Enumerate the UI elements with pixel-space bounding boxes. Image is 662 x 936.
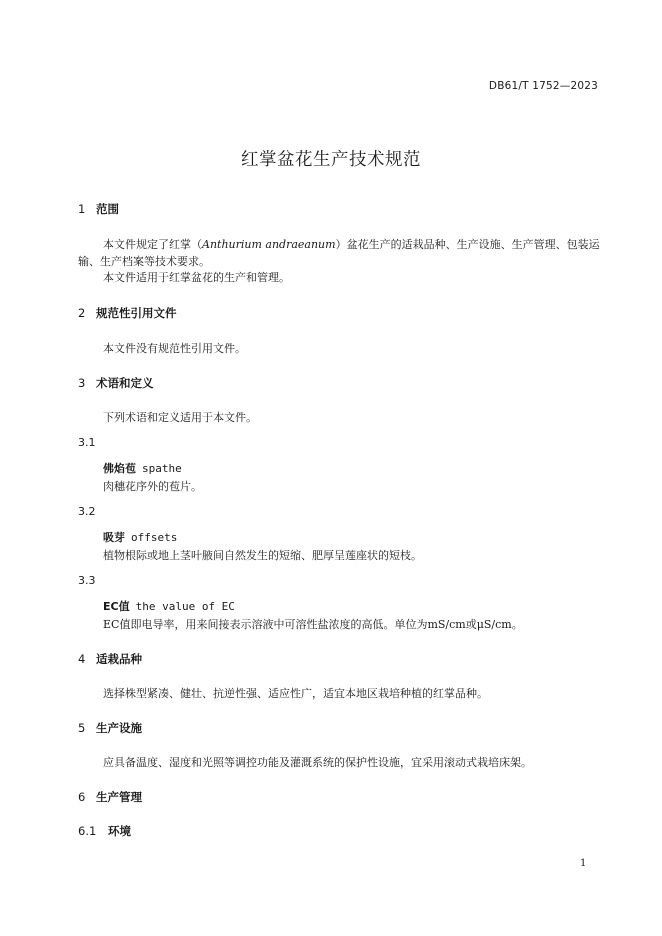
section-number: 6 bbox=[78, 790, 86, 804]
subsection-6-1-heading bbox=[78, 823, 131, 839]
latin-name: Anthurium andraeanum bbox=[202, 238, 336, 251]
term-chinese: 吸芽 bbox=[103, 531, 125, 544]
section-1-paragraph-1-continued: 输、生产档案等技术要求。 bbox=[78, 255, 210, 268]
section-3-paragraph-1: 下列术语和定义适用于本文件。 bbox=[103, 411, 257, 424]
section-6-heading bbox=[78, 789, 142, 805]
section-5-paragraph-1: 应具备温度、湿度和光照等调控功能及灌溉系统的保护性设施，宜采用滚动式栽培床架。 bbox=[103, 756, 532, 769]
section-title: 生产管理 bbox=[96, 790, 142, 804]
term-3-2-entry bbox=[103, 529, 177, 545]
text-run: ）盆花生产的适栽品种、生产设施、生产管理、包装运 bbox=[335, 238, 600, 251]
section-title: 术语和定义 bbox=[96, 376, 154, 390]
section-number: 1 bbox=[78, 202, 86, 216]
term-3-1-entry bbox=[103, 460, 182, 476]
subsection-title: 环境 bbox=[108, 824, 131, 838]
term-3-3-definition: EC值即电导率，用来间接表示溶液中可溶性盐浓度的高低。单位为mS/cm或μS/cm。 bbox=[103, 618, 523, 631]
term-3-1-definition: 肉穗花序外的苞片。 bbox=[103, 480, 202, 493]
term-chinese: EC值 bbox=[103, 600, 130, 613]
section-5-heading bbox=[78, 720, 142, 736]
document-code: DB61/T 1752—2023 bbox=[488, 80, 598, 92]
term-english: offsets bbox=[131, 531, 178, 544]
section-1-paragraph-2: 本文件适用于红掌盆花的生产和管理。 bbox=[103, 271, 290, 284]
term-3-3-entry bbox=[103, 598, 235, 614]
term-3-2-definition: 植物根际或地上茎叶腋间自然发生的短缩、肥厚呈莲座状的短枝。 bbox=[103, 549, 422, 562]
term-english: the value of EC bbox=[135, 600, 235, 613]
section-title: 生产设施 bbox=[96, 721, 142, 735]
term-chinese: 佛焰苞 bbox=[103, 462, 136, 475]
section-number: 5 bbox=[78, 721, 86, 735]
section-4-heading bbox=[78, 651, 142, 667]
term-3-1-number: 3.1 bbox=[78, 436, 96, 449]
page-number: 1 bbox=[580, 858, 587, 869]
term-3-2-number: 3.2 bbox=[78, 505, 96, 518]
section-title: 适栽品种 bbox=[96, 652, 142, 666]
section-number: 3 bbox=[78, 376, 86, 390]
section-2-heading bbox=[78, 305, 177, 321]
section-number: 4 bbox=[78, 652, 86, 666]
section-4-paragraph-1: 选择株型紧凑、健壮、抗逆性强、适应性广，适宜本地区栽培种植的红掌品种。 bbox=[103, 687, 488, 700]
section-1-heading bbox=[78, 201, 119, 217]
section-number: 2 bbox=[78, 306, 86, 320]
document-title: 红掌盆花生产技术规范 bbox=[241, 150, 421, 170]
section-1-paragraph-1 bbox=[103, 236, 600, 252]
term-3-3-number: 3.3 bbox=[78, 574, 96, 587]
term-english: spathe bbox=[142, 462, 182, 475]
subsection-number: 6.1 bbox=[78, 824, 97, 838]
section-3-heading bbox=[78, 375, 154, 391]
section-title: 范围 bbox=[96, 202, 119, 216]
section-2-paragraph-1: 本文件没有规范性引用文件。 bbox=[103, 342, 246, 355]
section-title: 规范性引用文件 bbox=[96, 306, 177, 320]
text-run: 本文件规定了红掌（ bbox=[103, 238, 202, 251]
